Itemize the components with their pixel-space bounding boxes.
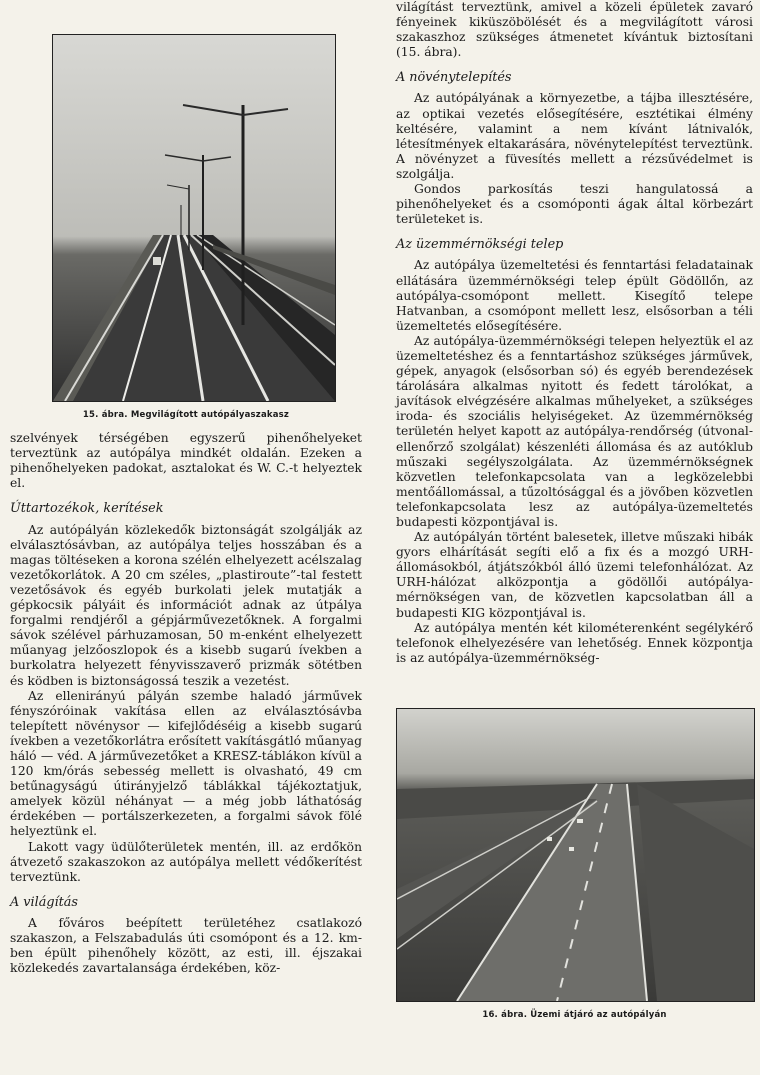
paragraph: Az ellenirányú pályán szembe haladó járművek fényszóróinak vakítása ellen az elválasztósávba telepített növénysor — kifejlődéséig a kisebb sugarú ívekben a vezetőkorlátra erősített vakításgátló műanyag háló — véd. A járművezetőket a KRESZ-táblákon kívül a 120 km/órás sebesség mellett is olvasható, 49 cm betűnagyságú útirányjelző táblákkal tájékoztatjuk, amelyek közül néhányat — a még jobb láthatóság érdekében — portálszerkezeten, a forgalmi sávok fölé helyeztünk el.	[10, 688, 362, 839]
paragraph: Az autópálya mentén két kilométerenként segélykérő telefonok elhelyezésére van lehetőség. Ennek központja is az autópálya-üzemmérnökség-	[396, 620, 753, 665]
figure-16-photo	[396, 708, 755, 1002]
motorway-crossover-image	[397, 709, 754, 1001]
paragraph: Az autópályának a környezetbe, a tájba illesztésére, az optikai vezetés elősegítésére, esztétikai élmény keltésére, valamint a nem kívánt látnivalók, létesítmények eltakarására, növénytelepítést terveztünk. A növényzet a füvesítés mellett a rézsűvédelmet is szolgálja.	[396, 91, 753, 181]
paragraph: Az autópályán közlekedők biztonságát szolgálják az elválasztósávban, az autópálya teljes hosszában és a magas töltéseken a korona szélén elhelyezett acélszalag vezetőkorlátok. A 20 cm széles, „plastiroute”-tal festett vezetősávok és egyéb burkolati jelek mutatják a gépkocsik pályáit és információt adnak az útpálya forgalmi rendjéről a gépjárművezetőknek. A forgalmi sávok szélével párhuzamosan, 50 m-enként elhelyezett műanyag jelzőoszlopok és a kisebb sugarú ívekben a burkolatra helyezett fényvisszaverő prizmák sötétben és ködben is biztonságossá teszik a vezetést.	[10, 522, 362, 688]
section-heading-uttartozekok: Úttartozékok, kerítések	[10, 501, 164, 517]
paragraph: Az autópályán történt balesetek, illetve műszaki hibák gyors elhárítását segíti elő a fix és a mozgó URH-állomásokból, átjátszókból álló üzemi telefonhálózat. Az URH-hálózat alközpontja a gödöllői autópálya-mérnökségen van, de közvetlen kapcsolatban áll a budapesti KIG központjával is.	[396, 530, 753, 620]
paragraph: szelvények térségében egyszerű pihenőhelyeket terveztünk az autópálya mindkét oldalán. Ezeken a pihenőhelyeken padokat, asztalokat és W. C.-t helyeztek el.	[10, 431, 362, 491]
right-column	[396, 0, 753, 1031]
paragraph: Az autópálya-üzemmérnökségi telepen helyeztük el az üzemeltetéshez és a fenntartáshoz szükséges járművek, gépek, anyagok (elsősorban só) és egyéb berendezések tárolására alkalmas nyitott és fedett tárolókat, a javítások elvégzésére alkalmas műhelyeket, a szükséges iroda- és szociális helyiségeket. Az üzemmérnökség területén helyet kapott az autópálya-rendőrség (útvonal-ellenőrző szolgálat) készenléti állomása és az autóklub műszaki segélyszolgálata. Az üzemmérnökségnek közvetlen telefonkapcsolata van a legközelebbi mentőállomással, a tűzoltósággal és a jövőben közvetlen telefonkapcsolata lesz az autópálya-üzemeltetés budapesti központjával is.	[396, 333, 753, 529]
lit-motorway-image	[53, 35, 335, 401]
paragraph: Az autópálya üzemeltetési és fenntartási feladatainak ellátására üzemmérnökségi telep épült Gödöllőn, az autópálya-csomópont mellett. Kisegítő telepe Hatvanban, a csomópont mellett lesz, elsősorban a téli üzemeltetés elősegítésére.	[396, 258, 753, 333]
figure-15-caption: 15. ábra. Megvilágított autópályaszakasz	[82, 410, 290, 420]
figure-16-caption: 16. ábra. Üzemi átjáró az autópályán	[482, 1009, 667, 1020]
figure-15-photo	[52, 34, 336, 402]
section-heading-vilagitas: A világítás	[10, 894, 78, 910]
paragraph: Gondos parkosítás teszi hangulatossá a pihenőhelyeket és a csomóponti ágak által körbezárt területeket is.	[396, 182, 753, 227]
section-heading-uzemmernoksegi-telep: Az üzemmérnökségi telep	[396, 237, 564, 253]
paragraph: A főváros beépített területéhez csatlakozó szakaszon, a Felszabadulás úti csomópont és a 12. km-ben épült pihenőhely között, az esti, ill. éjszakai közlekedés zavartalansága érdekében, köz-	[10, 915, 362, 976]
paragraph: világítást terveztünk, amivel a közeli épületek zavaró fényeinek kiküszöbölését és a megvilágított városi szakaszhoz szükséges átmenetet kívántuk biztosítani (15. ábra).	[396, 0, 753, 60]
section-heading-novenytelepites: A növénytelepítés	[396, 70, 512, 86]
paragraph: Lakott vagy üdülőterületek mentén, ill. az erdőkön átvezető szakaszokon az autópálya mellett védőkerítést terveztünk.	[10, 839, 362, 884]
left-column	[10, 0, 362, 976]
